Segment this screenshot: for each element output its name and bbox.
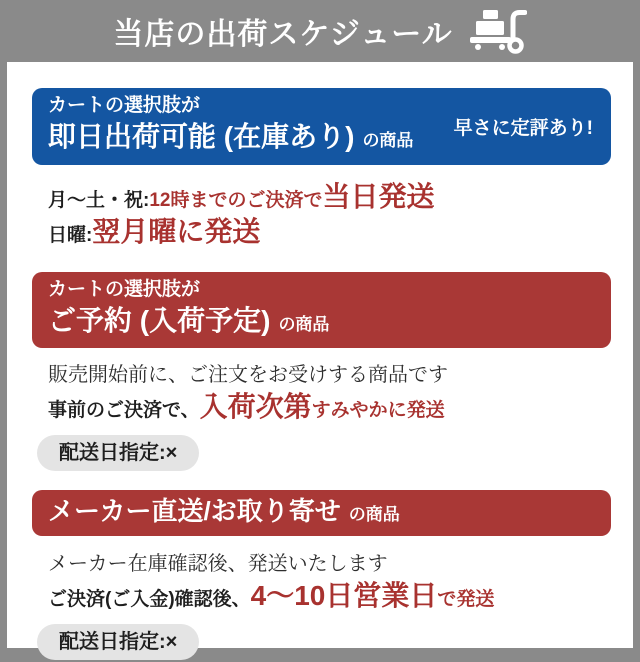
preorder-row2-tail: すみやかに発送 [311,400,445,421]
direct-row1-text: メーカー在庫確認後、発送いたします [48,553,388,575]
instock-details [32,182,611,252]
preorder-delivery-date-badge: 配送日指定:× [37,435,199,471]
content-panel [7,62,633,653]
banner-preorder-titles [48,277,329,344]
banner-direct [32,490,611,536]
banner-instock-titles [48,93,413,160]
direct-row-description [48,549,611,581]
instock-row-weekday [48,182,611,217]
preorder-row2-highlight: 入荷次第 [199,391,312,422]
banner-preorder [32,272,611,348]
preorder-details [32,360,611,427]
banner-instock-side-note: 早さに定評あり! [453,118,593,139]
preorder-row1-text: 販売開始前に、ご注文をお受けする商品です [48,364,448,386]
banner-preorder-suffix: の商品 [278,314,330,334]
direct-row2-label: ご決済(ご入金)確認後、 [48,589,251,610]
instock-row1-highlight: 当日発送 [322,181,435,212]
banner-instock [32,88,611,165]
direct-row2-highlight: 4〜10日営業日 [250,580,438,611]
banner-instock-title: 即日出荷可能 (在庫あり) [48,121,355,152]
direct-pill-row [37,624,611,660]
instock-row2-label: 日曜: [48,225,93,246]
banner-instock-suffix: の商品 [362,131,414,150]
direct-details [32,549,611,616]
page-title: 当店の出荷スケジュール [113,18,453,51]
direct-delivery-date-badge: 配送日指定:× [37,624,199,660]
instock-row1-condition: 12時までのご決済で [149,190,323,211]
banner-direct-line [48,493,400,534]
instock-row2-highlight: 翌月曜に発送 [92,216,261,247]
instock-row-sunday [48,217,611,252]
preorder-row-shipping [48,392,611,427]
preorder-row2-label: 事前のご決済で、 [48,400,200,421]
instock-row1-label: 月〜土・祝: [48,190,150,211]
hand-truck-cart-icon [469,8,527,54]
banner-instock-line2 [48,119,413,160]
banner-preorder-title: ご予約 (入荷予定) [48,304,271,336]
preorder-row-description [48,360,611,392]
banner-preorder-line1: カートの選択肢が [48,278,201,300]
header [0,0,640,62]
preorder-pill-row [37,435,611,471]
direct-row-shipping [48,581,611,616]
direct-row2-tail: で発送 [437,589,495,610]
banner-instock-line1: カートの選択肢が [48,95,201,116]
banner-preorder-line2 [48,303,329,344]
banner-direct-title: メーカー直送/お取り寄せ [48,495,341,526]
banner-direct-suffix: の商品 [348,504,400,524]
